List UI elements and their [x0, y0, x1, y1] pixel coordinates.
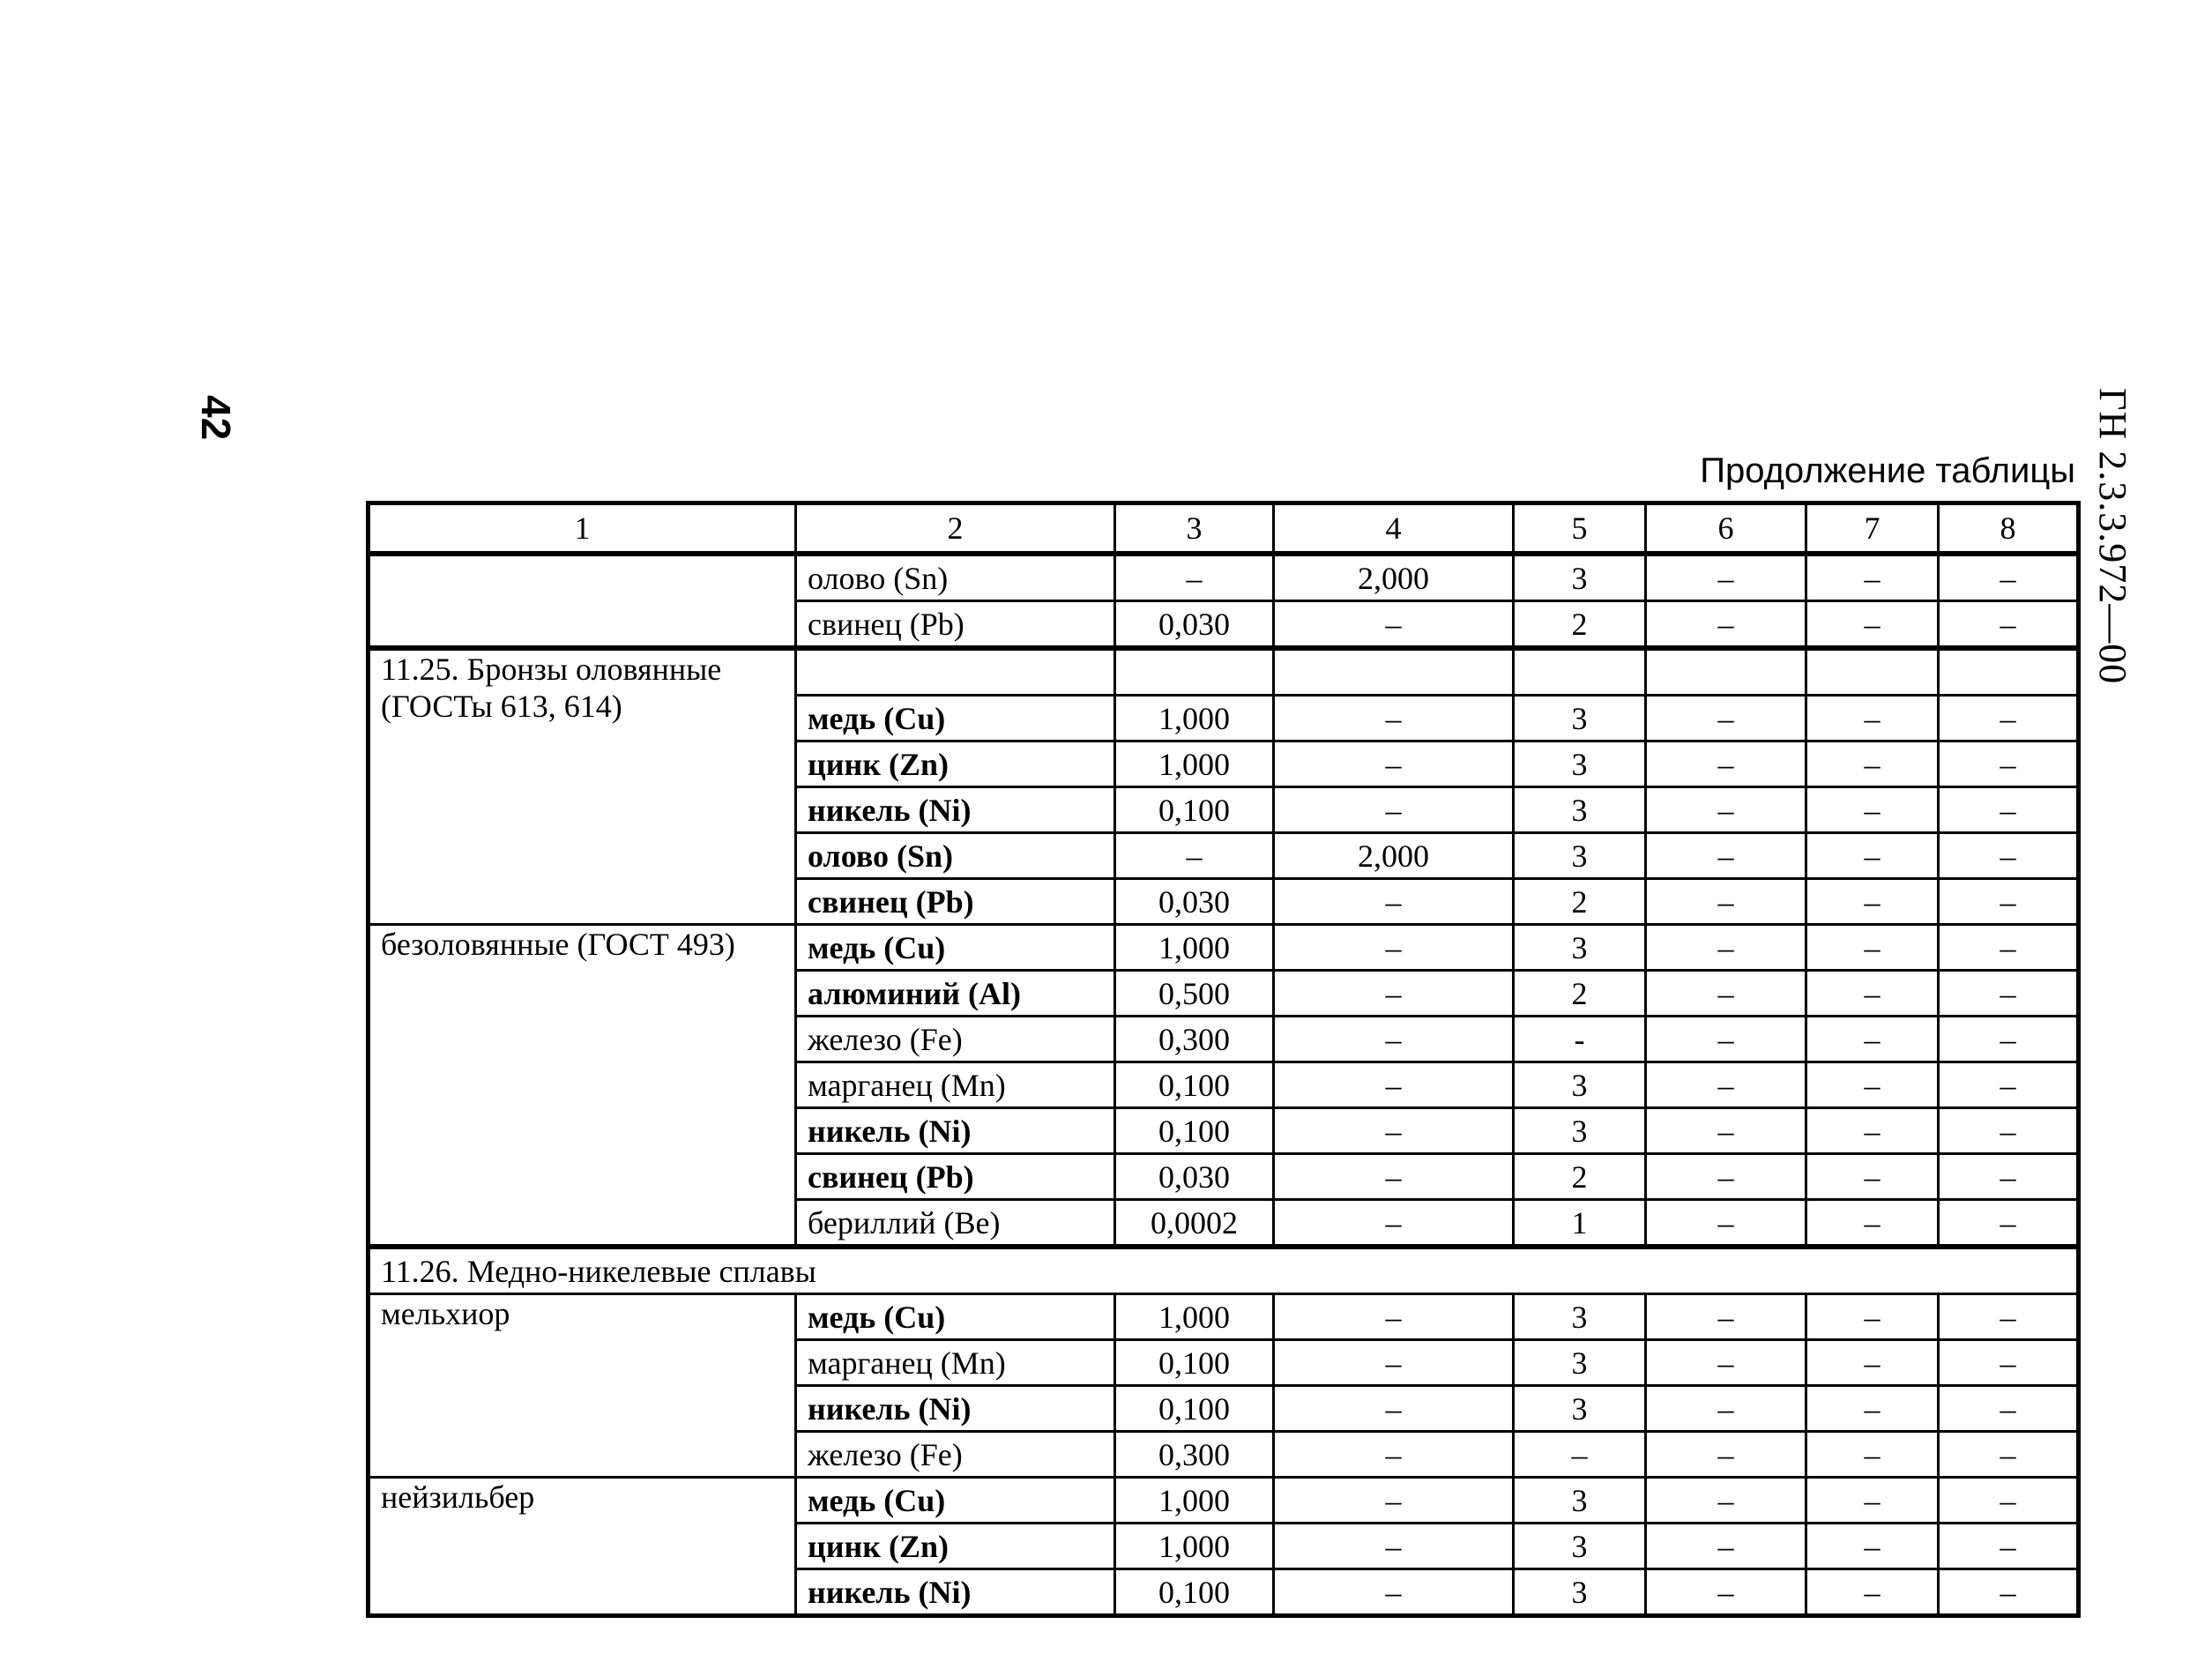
value-cell: 1,000: [1115, 1478, 1274, 1524]
empty-cell: [1939, 648, 2079, 696]
value-cell: –: [1274, 1524, 1514, 1569]
value-cell: 2: [1514, 879, 1646, 925]
value-cell: –: [1646, 1017, 1806, 1062]
value-cell: –: [1274, 1108, 1514, 1154]
value-cell: –: [1939, 1200, 2079, 1248]
value-cell: 3: [1514, 741, 1646, 787]
element-cell: никель (Ni): [796, 1386, 1115, 1432]
value-cell: 1,000: [1115, 696, 1274, 741]
value-cell: –: [1939, 971, 2079, 1017]
value-cell: –: [1274, 925, 1514, 971]
value-cell: –: [1274, 1200, 1514, 1248]
column-header: 3: [1115, 503, 1274, 555]
value-cell: –: [1806, 1432, 1939, 1478]
value-cell: –: [1274, 1340, 1514, 1386]
value-cell: –: [1939, 833, 2079, 879]
page-number: 42: [193, 395, 239, 441]
value-cell: 2,000: [1274, 833, 1514, 879]
value-cell: –: [1274, 696, 1514, 741]
value-cell: –: [1939, 1154, 2079, 1200]
value-cell: –: [1939, 1340, 2079, 1386]
value-cell: –: [1806, 1200, 1939, 1248]
value-cell: –: [1939, 696, 2079, 741]
value-cell: –: [1939, 601, 2079, 649]
value-cell: 3: [1514, 787, 1646, 833]
value-cell: –: [1806, 787, 1939, 833]
value-cell: –: [1939, 1524, 2079, 1569]
value-cell: –: [1646, 971, 1806, 1017]
column-header: 6: [1646, 503, 1806, 555]
value-cell: –: [1806, 1340, 1939, 1386]
element-cell: свинец (Pb): [796, 1154, 1115, 1200]
value-cell: –: [1646, 925, 1806, 971]
value-cell: 3: [1514, 833, 1646, 879]
table-row: [369, 1294, 2079, 1340]
value-cell: –: [1939, 1432, 2079, 1478]
table-continuation-label: Продолжение таблицы: [1700, 451, 2075, 490]
group-cell-melchior: мельхиор: [369, 1294, 796, 1478]
value-cell: 0,030: [1115, 1154, 1274, 1200]
value-cell: –: [1806, 1569, 1939, 1616]
value-cell: 1: [1514, 1200, 1646, 1248]
group-cell-bronze-tin: 11.25. Бронзы оловянные (ГОСТы 613, 614): [369, 648, 796, 925]
value-cell: –: [1646, 1154, 1806, 1200]
value-cell: 2: [1514, 601, 1646, 649]
section-title: 11.26. Медно-никелевые сплавы: [369, 1247, 2079, 1294]
value-cell: 3: [1514, 1340, 1646, 1386]
value-cell: –: [1274, 601, 1514, 649]
element-cell: медь (Cu): [796, 1294, 1115, 1340]
group-cell-tinless: безоловянные (ГОСТ 493): [369, 925, 796, 1248]
value-cell: –: [1274, 787, 1514, 833]
value-cell: –: [1806, 925, 1939, 971]
element-cell: никель (Ni): [796, 787, 1115, 833]
value-cell: –: [1806, 1294, 1939, 1340]
element-cell: алюминий (Al): [796, 971, 1115, 1017]
value-cell: 2,000: [1274, 554, 1514, 601]
value-cell: –: [1646, 1340, 1806, 1386]
value-cell: 3: [1514, 1478, 1646, 1524]
value-cell: –: [1274, 971, 1514, 1017]
value-cell: –: [1646, 1432, 1806, 1478]
element-cell: цинк (Zn): [796, 741, 1115, 787]
value-cell: –: [1806, 741, 1939, 787]
value-cell: –: [1806, 1154, 1939, 1200]
empty-cell: [1646, 648, 1806, 696]
value-cell: 3: [1514, 1386, 1646, 1432]
value-cell: –: [1806, 1108, 1939, 1154]
value-cell: 3: [1514, 1108, 1646, 1154]
element-cell: олово (Sn): [796, 554, 1115, 601]
empty-cell: [1514, 648, 1646, 696]
value-cell: 1,000: [1115, 925, 1274, 971]
value-cell: –: [1646, 787, 1806, 833]
value-cell: –: [1646, 1386, 1806, 1432]
document-code: ГН 2.3.3.972—00: [2091, 388, 2134, 685]
value-cell: –: [1806, 1524, 1939, 1569]
value-cell: –: [1274, 1017, 1514, 1062]
value-cell: –: [1646, 601, 1806, 649]
column-header: 5: [1514, 503, 1646, 555]
value-cell: 0,100: [1115, 1340, 1274, 1386]
hygiene-standards-table: [366, 501, 2081, 1618]
value-cell: –: [1939, 1569, 2079, 1616]
element-cell: марганец (Mn): [796, 1340, 1115, 1386]
value-cell: –: [1274, 1569, 1514, 1616]
column-header-row: [369, 503, 2079, 555]
value-cell: –: [1939, 925, 2079, 971]
element-cell: медь (Cu): [796, 925, 1115, 971]
table-row: [369, 1478, 2079, 1524]
element-cell: свинец (Pb): [796, 601, 1115, 649]
element-cell: железо (Fe): [796, 1017, 1115, 1062]
value-cell: –: [1646, 554, 1806, 601]
value-cell: 0,100: [1115, 1062, 1274, 1108]
value-cell: –: [1806, 1386, 1939, 1432]
element-cell: медь (Cu): [796, 1478, 1115, 1524]
value-cell: –: [1274, 741, 1514, 787]
element-cell: цинк (Zn): [796, 1524, 1115, 1569]
value-cell: –: [1274, 1386, 1514, 1432]
value-cell: –: [1274, 1154, 1514, 1200]
value-cell: –: [1646, 1062, 1806, 1108]
value-cell: 0,300: [1115, 1432, 1274, 1478]
value-cell: –: [1939, 879, 2079, 925]
value-cell: 0,300: [1115, 1017, 1274, 1062]
value-cell: 0,030: [1115, 879, 1274, 925]
value-cell: –: [1806, 1478, 1939, 1524]
value-cell: –: [1646, 1294, 1806, 1340]
value-cell: –: [1939, 787, 2079, 833]
value-cell: 3: [1514, 1294, 1646, 1340]
empty-cell: [1115, 648, 1274, 696]
element-cell: олово (Sn): [796, 833, 1115, 879]
table-row: [369, 925, 2079, 971]
element-cell: свинец (Pb): [796, 879, 1115, 925]
value-cell: –: [1939, 741, 2079, 787]
section-row: [369, 1247, 2079, 1294]
value-cell: 2: [1514, 971, 1646, 1017]
value-cell: 0,030: [1115, 601, 1274, 649]
value-cell: –: [1806, 1062, 1939, 1108]
value-cell: 0,0002: [1115, 1200, 1274, 1248]
value-cell: –: [1939, 1108, 2079, 1154]
table-row: [369, 554, 2079, 601]
value-cell: –: [1274, 1432, 1514, 1478]
empty-cell: [1274, 648, 1514, 696]
group-cell-nickel-silver: нейзильбер: [369, 1478, 796, 1616]
value-cell: –: [1646, 741, 1806, 787]
value-cell: –: [1939, 1062, 2079, 1108]
value-cell: –: [1646, 879, 1806, 925]
value-cell: 3: [1514, 1062, 1646, 1108]
column-header: 2: [796, 503, 1115, 555]
value-cell: –: [1646, 1478, 1806, 1524]
value-cell: –: [1646, 696, 1806, 741]
value-cell: –: [1274, 1294, 1514, 1340]
value-cell: –: [1274, 879, 1514, 925]
element-cell: никель (Ni): [796, 1569, 1115, 1616]
empty-cell: [796, 648, 1115, 696]
value-cell: –: [1806, 696, 1939, 741]
value-cell: –: [1939, 1294, 2079, 1340]
value-cell: 2: [1514, 1154, 1646, 1200]
value-cell: –: [1646, 1569, 1806, 1616]
value-cell: 1,000: [1115, 1524, 1274, 1569]
element-cell: бериллий (Be): [796, 1200, 1115, 1248]
value-cell: –: [1115, 554, 1274, 601]
value-cell: 3: [1514, 554, 1646, 601]
element-cell: железо (Fe): [796, 1432, 1115, 1478]
table-row: [369, 648, 2079, 696]
value-cell: –: [1274, 1478, 1514, 1524]
value-cell: –: [1646, 1108, 1806, 1154]
value-cell: –: [1274, 1062, 1514, 1108]
value-cell: –: [1115, 833, 1274, 879]
value-cell: –: [1806, 601, 1939, 649]
value-cell: 3: [1514, 696, 1646, 741]
value-cell: –: [1806, 971, 1939, 1017]
group-cell-empty: [369, 554, 796, 648]
value-cell: –: [1806, 1017, 1939, 1062]
value-cell: -: [1514, 1017, 1646, 1062]
value-cell: 0,500: [1115, 971, 1274, 1017]
value-cell: 3: [1514, 1569, 1646, 1616]
value-cell: –: [1939, 1017, 2079, 1062]
value-cell: 0,100: [1115, 787, 1274, 833]
value-cell: 0,100: [1115, 1569, 1274, 1616]
value-cell: 0,100: [1115, 1386, 1274, 1432]
column-header: 1: [369, 503, 796, 555]
column-header: 4: [1274, 503, 1514, 555]
value-cell: 0,100: [1115, 1108, 1274, 1154]
value-cell: –: [1806, 833, 1939, 879]
value-cell: –: [1939, 554, 2079, 601]
column-header: 7: [1806, 503, 1939, 555]
value-cell: –: [1646, 833, 1806, 879]
value-cell: –: [1939, 1386, 2079, 1432]
value-cell: 3: [1514, 925, 1646, 971]
value-cell: 1,000: [1115, 1294, 1274, 1340]
value-cell: –: [1806, 879, 1939, 925]
value-cell: –: [1646, 1200, 1806, 1248]
value-cell: –: [1806, 554, 1939, 601]
column-header: 8: [1939, 503, 2079, 555]
value-cell: 3: [1514, 1524, 1646, 1569]
value-cell: –: [1939, 1478, 2079, 1524]
element-cell: медь (Cu): [796, 696, 1115, 741]
value-cell: –: [1646, 1524, 1806, 1569]
empty-cell: [1806, 648, 1939, 696]
element-cell: марганец (Mn): [796, 1062, 1115, 1108]
value-cell: 1,000: [1115, 741, 1274, 787]
element-cell: никель (Ni): [796, 1108, 1115, 1154]
value-cell: –: [1514, 1432, 1646, 1478]
